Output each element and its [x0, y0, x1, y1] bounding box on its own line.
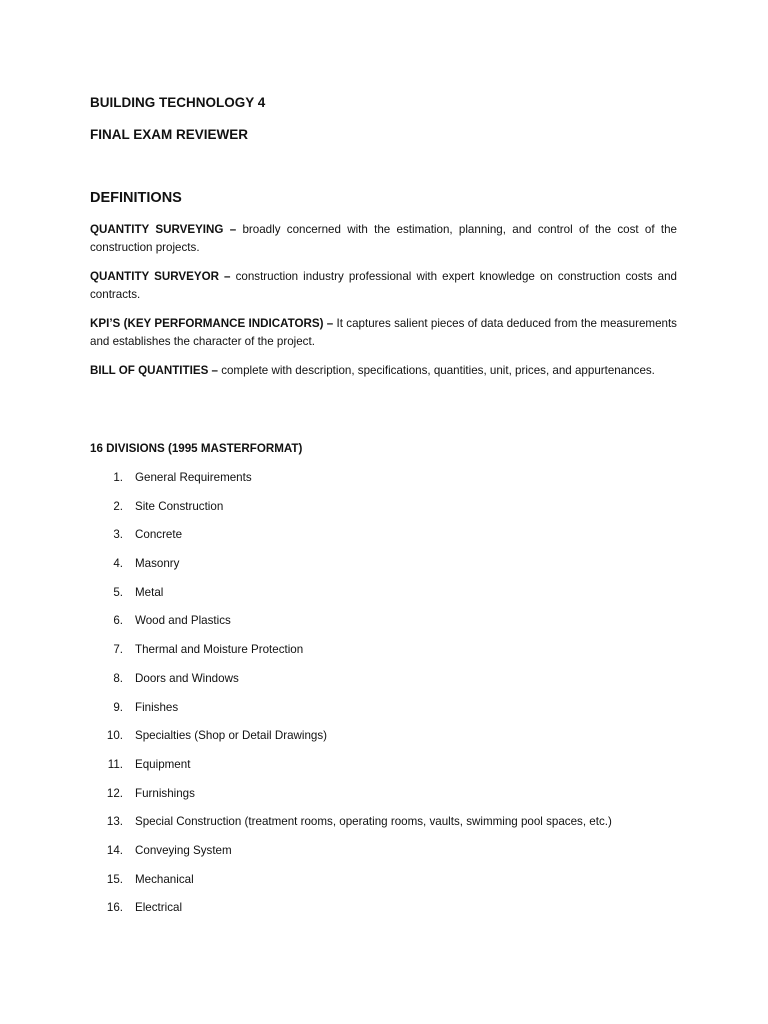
list-item-number: 8.: [113, 671, 123, 685]
list-item-label: Masonry: [135, 557, 180, 571]
list-item-number: 11.: [107, 757, 123, 771]
list-item-label: Site Construction: [135, 499, 224, 513]
list-item-number: 2.: [113, 499, 123, 513]
list-item-label: Thermal and Moisture Protection: [135, 643, 304, 657]
list-item-label: Conveying System: [135, 843, 232, 857]
list-item-number: 5.: [113, 585, 123, 599]
list-item-label: Concrete: [135, 528, 183, 542]
list-item-label: Doors and Windows: [135, 671, 239, 685]
definition-text: construction industry professional with expert knowledge on construction costs and contracts.: [90, 270, 677, 301]
list-item-label: Special Construction (treatment rooms, operating rooms, vaults, swimming pool spaces, etc.): [135, 815, 612, 829]
list-item-label: Equipment: [135, 757, 191, 771]
list-item-number: 16.: [106, 901, 123, 915]
list-item-number: 13.: [106, 815, 123, 829]
definition-paragraph: [90, 268, 677, 304]
list-item-label: Electrical: [135, 901, 183, 915]
list-item-label: Finishes: [135, 700, 179, 714]
definition-term: KPI’S (KEY PERFORMANCE INDICATORS) –: [90, 317, 334, 330]
list-item-number: 7.: [113, 643, 123, 657]
list-item-label: General Requirements: [135, 471, 252, 484]
list-item-number: 14.: [106, 843, 123, 857]
list-item-number: 15.: [106, 872, 123, 886]
divisions-heading: 16 DIVISIONS (1995 MASTERFORMAT): [90, 442, 303, 455]
definition-term: QUANTITY SURVEYING –: [90, 223, 237, 236]
definition-paragraph: [90, 362, 677, 380]
definition-text: It captures salient pieces of data deduced from the measurements and establishes the character of the project.: [90, 317, 677, 348]
definition-text: broadly concerned with the estimation, planning, and control of the cost of the construction projects.: [90, 223, 678, 254]
list-item-label: Furnishings: [135, 786, 195, 800]
document-title: BUILDING TECHNOLOGY 4: [90, 95, 266, 110]
list-item-label: Wood and Plastics: [135, 614, 231, 628]
definitions-heading: DEFINITIONS: [90, 190, 182, 206]
list-item-number: 12.: [106, 786, 123, 800]
list-item-label: Metal: [135, 585, 164, 599]
list-item-label: Specialties (Shop or Detail Drawings): [135, 729, 328, 743]
list-item-number: 1.: [113, 471, 123, 484]
list-item-label: Mechanical: [135, 872, 194, 886]
definition-paragraph: [90, 221, 677, 257]
definition-text: complete with description, specifications, quantities, unit, prices, and appurtenances.: [217, 364, 655, 377]
list-item-number: 6.: [113, 614, 123, 628]
definition-term: BILL OF QUANTITIES –: [90, 364, 218, 377]
list-item-number: 10.: [106, 729, 123, 743]
list-item-number: 4.: [113, 557, 123, 571]
document-subtitle: FINAL EXAM REVIEWER: [90, 127, 249, 142]
definition-term: QUANTITY SURVEYOR –: [90, 270, 231, 283]
list-item-number: 9.: [113, 700, 123, 714]
definition-paragraph: [90, 315, 677, 351]
list-item-number: 3.: [113, 528, 123, 542]
